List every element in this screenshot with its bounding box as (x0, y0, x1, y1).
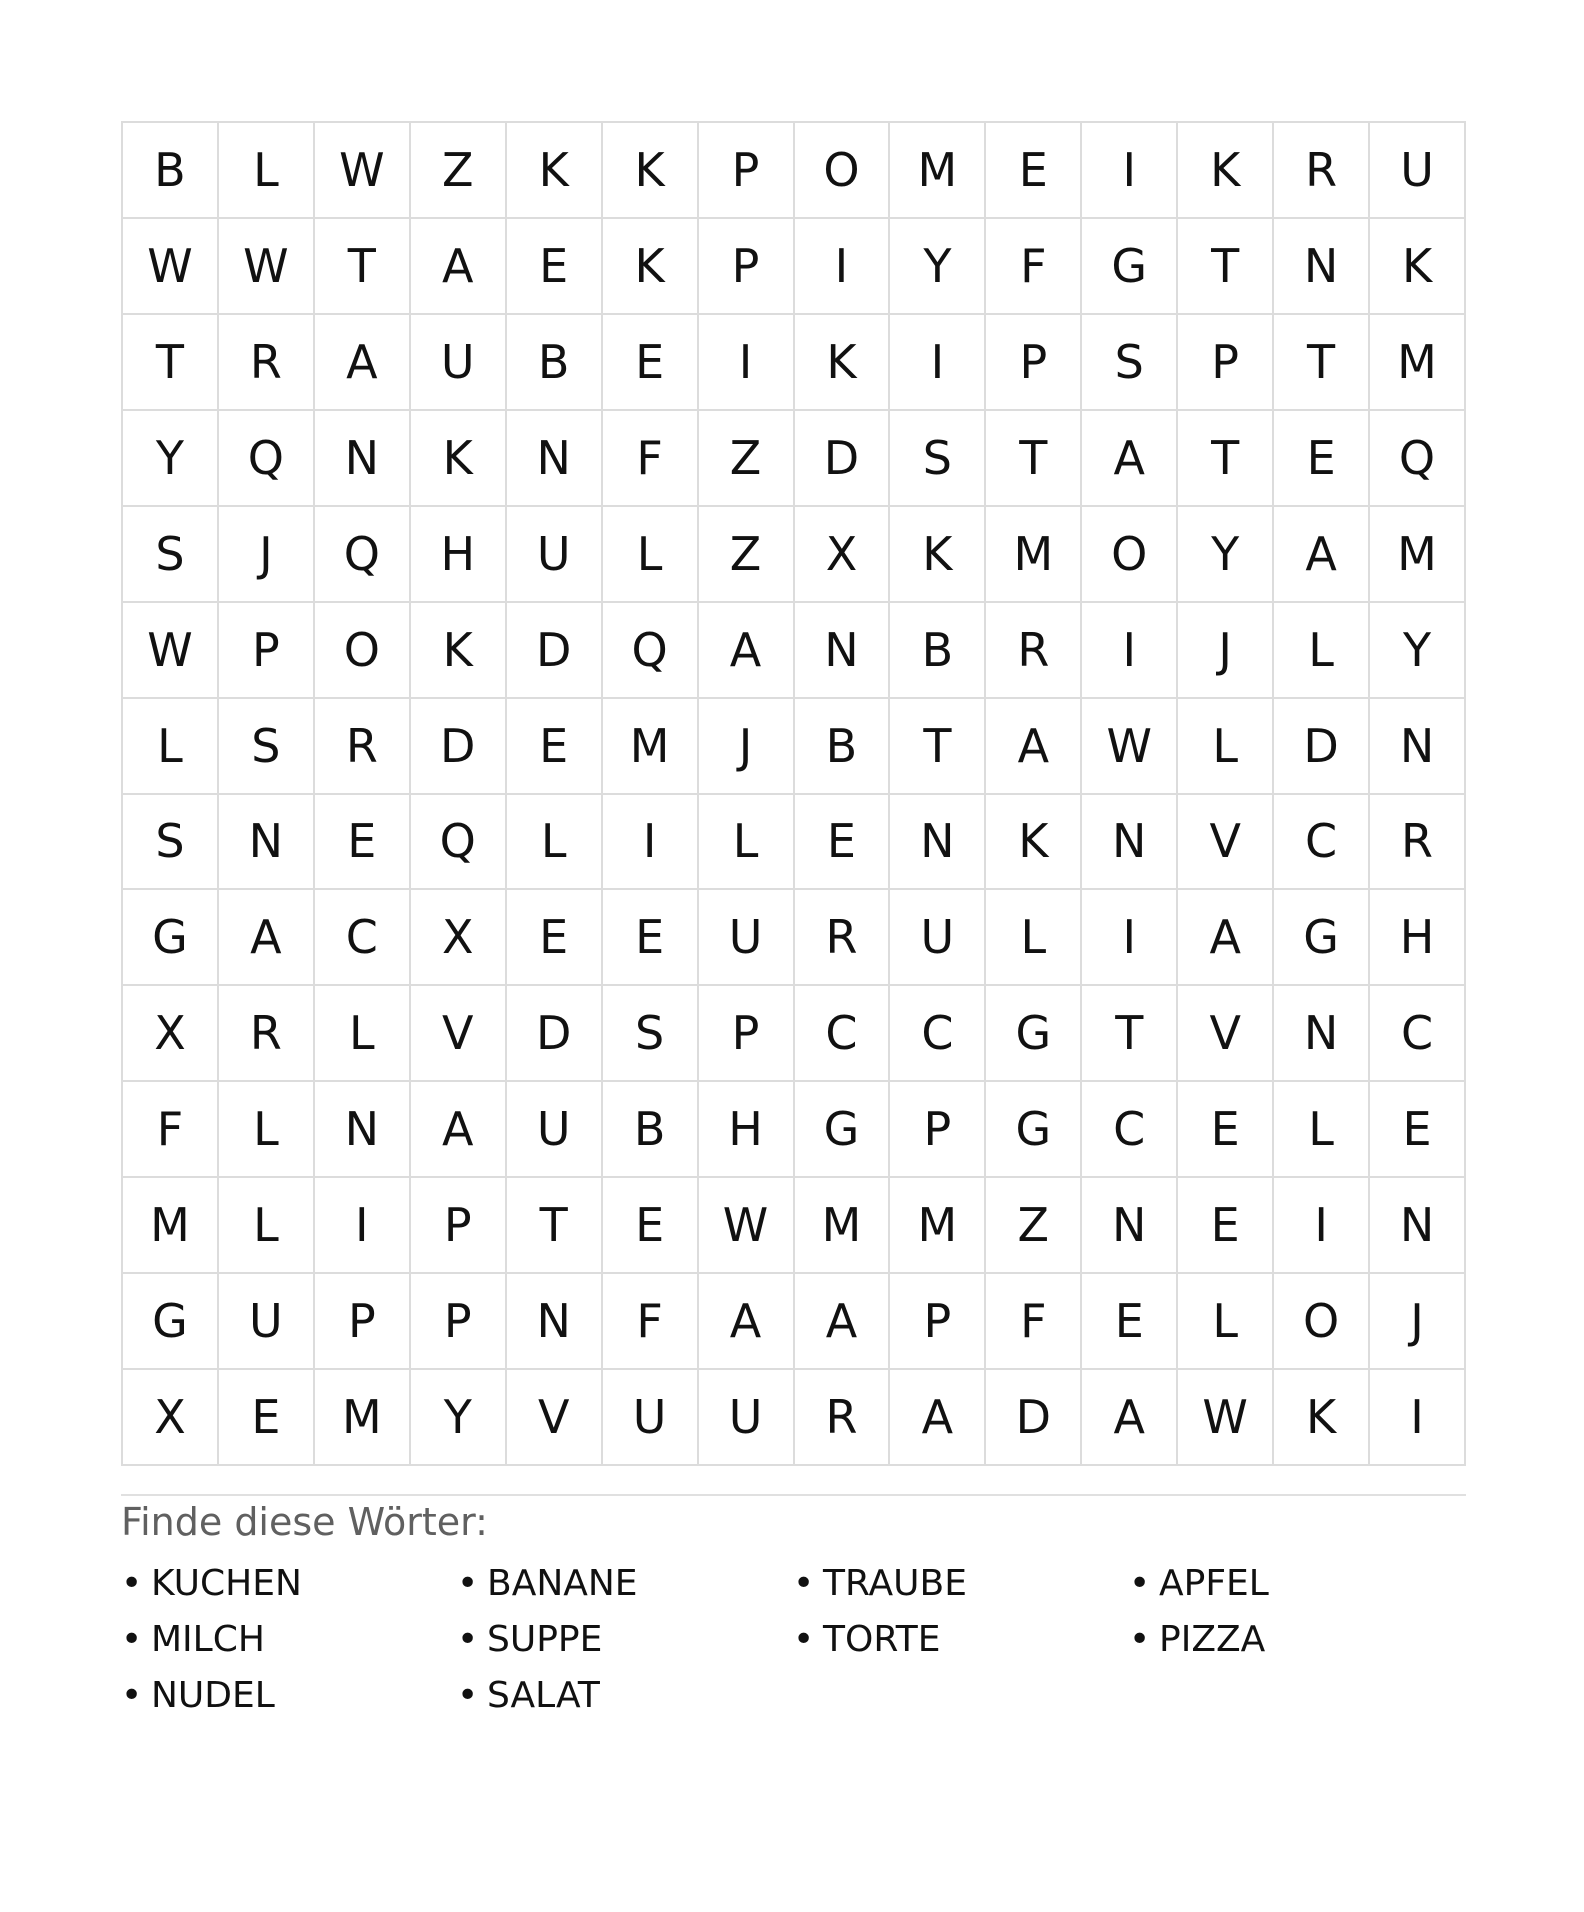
grid-cell[interactable]: W (123, 603, 219, 699)
grid-cell[interactable]: K (890, 507, 986, 603)
grid-cell[interactable]: E (986, 123, 1082, 219)
word-item: • NUDEL (121, 1668, 457, 1724)
grid-cell[interactable]: W (699, 1178, 795, 1274)
grid-cell[interactable]: H (699, 1082, 795, 1178)
grid-cell[interactable]: B (123, 123, 219, 219)
grid-cell[interactable]: D (795, 411, 891, 507)
grid-cell[interactable]: R (986, 603, 1082, 699)
grid-cell[interactable]: S (1082, 315, 1178, 411)
grid-cell[interactable]: N (890, 795, 986, 891)
grid-cell[interactable]: M (123, 1178, 219, 1274)
grid-cell[interactable]: N (1274, 219, 1370, 315)
grid-cell[interactable]: Y (123, 411, 219, 507)
grid-cell[interactable]: E (603, 890, 699, 986)
grid-cell[interactable]: P (699, 219, 795, 315)
grid-cell[interactable]: W (219, 219, 315, 315)
grid-cell[interactable]: K (411, 603, 507, 699)
grid-cell[interactable]: K (411, 411, 507, 507)
grid-cell[interactable]: K (986, 795, 1082, 891)
grid-cell[interactable]: A (315, 315, 411, 411)
grid-cell[interactable]: P (890, 1274, 986, 1370)
grid-cell[interactable]: Y (1370, 603, 1466, 699)
grid-cell[interactable]: H (1370, 890, 1466, 986)
grid-cell[interactable]: Q (219, 411, 315, 507)
grid-cell[interactable]: N (1370, 699, 1466, 795)
grid-cell[interactable]: A (1082, 1370, 1178, 1466)
grid-cell[interactable]: A (1274, 507, 1370, 603)
grid-cell[interactable]: G (123, 1274, 219, 1370)
grid-cell[interactable]: I (890, 315, 986, 411)
letter-grid (121, 121, 1466, 1466)
grid-cell[interactable]: A (699, 1274, 795, 1370)
grid-cell[interactable]: C (1274, 795, 1370, 891)
grid-cell[interactable]: B (795, 699, 891, 795)
grid-cell[interactable]: R (1274, 123, 1370, 219)
grid-cell[interactable]: C (1370, 986, 1466, 1082)
grid-cell[interactable]: D (507, 603, 603, 699)
grid-cell[interactable]: B (507, 315, 603, 411)
grid-cell[interactable]: E (507, 890, 603, 986)
grid-cell[interactable]: L (123, 699, 219, 795)
grid-cell[interactable]: L (219, 1178, 315, 1274)
grid-cell[interactable]: P (315, 1274, 411, 1370)
grid-cell[interactable]: A (411, 1082, 507, 1178)
grid-cell[interactable]: H (411, 507, 507, 603)
grid-cell[interactable]: O (315, 603, 411, 699)
grid-cell[interactable]: Q (1370, 411, 1466, 507)
grid-cell[interactable]: L (219, 1082, 315, 1178)
grid-cell[interactable]: L (699, 795, 795, 891)
grid-cell[interactable]: T (1082, 986, 1178, 1082)
word-item: • KUCHEN (121, 1556, 457, 1612)
grid-cell[interactable]: F (123, 1082, 219, 1178)
grid-cell[interactable]: F (603, 411, 699, 507)
grid-cell[interactable]: Z (411, 123, 507, 219)
grid-cell[interactable]: I (315, 1178, 411, 1274)
word-item: • TORTE (793, 1612, 1129, 1668)
word-item: • MILCH (121, 1612, 457, 1668)
grid-cell[interactable]: W (315, 123, 411, 219)
grid-cell[interactable]: J (1370, 1274, 1466, 1370)
grid-cell[interactable]: M (795, 1178, 891, 1274)
grid-cell[interactable]: L (1178, 699, 1274, 795)
grid-cell[interactable]: F (986, 219, 1082, 315)
grid-cell[interactable]: I (1082, 890, 1178, 986)
grid-cell[interactable]: P (890, 1082, 986, 1178)
grid-cell[interactable]: T (1178, 219, 1274, 315)
word-item: • APFEL (1129, 1556, 1465, 1612)
grid-cell[interactable]: G (986, 1082, 1082, 1178)
grid-cell[interactable]: U (890, 890, 986, 986)
grid-cell[interactable]: A (795, 1274, 891, 1370)
grid-cell[interactable]: C (315, 890, 411, 986)
grid-cell[interactable]: N (507, 1274, 603, 1370)
grid-cell[interactable]: D (507, 986, 603, 1082)
grid-cell[interactable]: A (219, 890, 315, 986)
grid-cell[interactable]: N (219, 795, 315, 891)
divider (121, 1494, 1466, 1496)
grid-cell[interactable]: Q (603, 603, 699, 699)
grid-cell[interactable]: E (603, 1178, 699, 1274)
grid-cell[interactable]: L (219, 123, 315, 219)
grid-cell[interactable]: N (1082, 1178, 1178, 1274)
grid-cell[interactable]: E (1178, 1082, 1274, 1178)
grid-cell[interactable]: I (1082, 123, 1178, 219)
grid-cell[interactable]: S (219, 699, 315, 795)
grid-cell[interactable]: F (986, 1274, 1082, 1370)
grid-cell[interactable]: Z (986, 1178, 1082, 1274)
grid-cell[interactable]: O (795, 123, 891, 219)
grid-cell[interactable]: R (1370, 795, 1466, 891)
grid-cell[interactable]: U (219, 1274, 315, 1370)
grid-cell[interactable]: I (699, 315, 795, 411)
grid-cell[interactable]: J (219, 507, 315, 603)
grid-cell[interactable]: T (507, 1178, 603, 1274)
grid-cell[interactable]: X (123, 986, 219, 1082)
grid-cell[interactable]: O (1082, 507, 1178, 603)
grid-cell[interactable]: G (986, 986, 1082, 1082)
grid-cell[interactable]: P (986, 315, 1082, 411)
grid-cell[interactable]: A (890, 1370, 986, 1466)
grid-cell[interactable]: A (986, 699, 1082, 795)
grid-cell[interactable]: Z (699, 507, 795, 603)
grid-cell[interactable]: U (1370, 123, 1466, 219)
word-item: • SUPPE (457, 1612, 793, 1668)
grid-cell[interactable]: C (1082, 1082, 1178, 1178)
grid-cell[interactable]: P (699, 986, 795, 1082)
grid-cell[interactable]: E (603, 315, 699, 411)
grid-cell[interactable]: I (1082, 603, 1178, 699)
grid-cell[interactable]: N (315, 411, 411, 507)
grid-cell[interactable]: F (603, 1274, 699, 1370)
word-item: • SALAT (457, 1668, 793, 1724)
grid-cell[interactable]: R (795, 1370, 891, 1466)
grid-cell[interactable]: R (795, 890, 891, 986)
grid-cell[interactable]: X (795, 507, 891, 603)
grid-cell[interactable]: V (411, 986, 507, 1082)
grid-cell[interactable]: K (1274, 1370, 1370, 1466)
word-list-heading: Finde diese Wörter: (121, 1500, 488, 1544)
grid-cell[interactable]: J (699, 699, 795, 795)
grid-cell[interactable]: K (507, 123, 603, 219)
grid-cell[interactable]: E (315, 795, 411, 891)
grid-cell[interactable]: R (315, 699, 411, 795)
grid-cell[interactable]: M (1370, 315, 1466, 411)
grid-cell[interactable]: E (1082, 1274, 1178, 1370)
grid-cell[interactable]: T (1274, 315, 1370, 411)
grid-cell[interactable]: D (986, 1370, 1082, 1466)
grid-cell[interactable]: T (890, 699, 986, 795)
word-item: • BANANE (457, 1556, 793, 1612)
grid-cell[interactable]: L (1274, 603, 1370, 699)
grid-cell[interactable]: I (603, 795, 699, 891)
grid-cell[interactable]: N (1274, 986, 1370, 1082)
grid-cell[interactable]: I (1370, 1370, 1466, 1466)
grid-cell[interactable]: M (890, 1178, 986, 1274)
grid-cell[interactable]: I (795, 219, 891, 315)
grid-cell[interactable]: M (986, 507, 1082, 603)
grid-cell[interactable]: K (795, 315, 891, 411)
grid-cell[interactable]: G (123, 890, 219, 986)
word-item: • TRAUBE (793, 1556, 1129, 1612)
grid-cell[interactable]: T (123, 315, 219, 411)
grid-cell[interactable]: A (699, 603, 795, 699)
grid-cell[interactable]: O (1274, 1274, 1370, 1370)
grid-cell[interactable]: Q (315, 507, 411, 603)
grid-cell[interactable]: L (507, 795, 603, 891)
grid-cell[interactable]: M (890, 123, 986, 219)
grid-cell[interactable]: E (1274, 411, 1370, 507)
grid-cell[interactable]: P (699, 123, 795, 219)
grid-cell[interactable]: I (1274, 1178, 1370, 1274)
grid-cell[interactable]: N (1370, 1178, 1466, 1274)
grid-cell[interactable]: B (890, 603, 986, 699)
grid-cell[interactable]: X (411, 890, 507, 986)
word-item: • PIZZA (1129, 1612, 1465, 1668)
grid-cell[interactable]: G (1082, 219, 1178, 315)
grid-cell[interactable]: T (315, 219, 411, 315)
grid-cell[interactable]: K (603, 219, 699, 315)
grid-cell[interactable]: L (986, 890, 1082, 986)
grid-cell[interactable]: Y (1178, 507, 1274, 603)
grid-cell[interactable]: W (1178, 1370, 1274, 1466)
grid-cell[interactable]: K (1178, 123, 1274, 219)
grid-cell[interactable]: N (507, 411, 603, 507)
grid-cell[interactable]: V (1178, 795, 1274, 891)
grid-cell[interactable]: R (219, 315, 315, 411)
grid-cell[interactable]: Y (890, 219, 986, 315)
grid-cell[interactable]: E (1370, 1082, 1466, 1178)
grid-cell[interactable]: B (603, 1082, 699, 1178)
grid-cell[interactable]: K (1370, 219, 1466, 315)
grid-cell[interactable]: S (123, 795, 219, 891)
grid-cell[interactable]: M (1370, 507, 1466, 603)
grid-cell[interactable]: E (507, 699, 603, 795)
grid-cell[interactable]: L (603, 507, 699, 603)
grid-cell[interactable]: S (890, 411, 986, 507)
grid-cell[interactable]: E (795, 795, 891, 891)
grid-cell[interactable]: U (699, 1370, 795, 1466)
grid-cell[interactable]: G (1274, 890, 1370, 986)
grid-cell[interactable]: J (1178, 603, 1274, 699)
grid-cell[interactable]: N (795, 603, 891, 699)
grid-cell[interactable]: W (1082, 699, 1178, 795)
grid-cell[interactable]: D (1274, 699, 1370, 795)
grid-cell[interactable]: E (219, 1370, 315, 1466)
grid-cell[interactable]: D (411, 699, 507, 795)
grid-cell[interactable]: U (507, 1082, 603, 1178)
grid-cell[interactable]: U (699, 890, 795, 986)
grid-cell[interactable]: E (507, 219, 603, 315)
grid-cell[interactable]: A (1082, 411, 1178, 507)
grid-cell[interactable]: C (890, 986, 986, 1082)
grid-cell[interactable]: X (123, 1370, 219, 1466)
grid-cell[interactable]: U (507, 507, 603, 603)
grid-cell[interactable]: P (411, 1178, 507, 1274)
grid-cell[interactable]: L (1274, 1082, 1370, 1178)
grid-cell[interactable]: L (1178, 1274, 1274, 1370)
grid-cell[interactable]: T (1178, 411, 1274, 507)
grid-cell[interactable]: U (411, 315, 507, 411)
grid-cell[interactable]: P (1178, 315, 1274, 411)
grid-cell[interactable]: N (315, 1082, 411, 1178)
grid-cell[interactable]: Q (411, 795, 507, 891)
grid-cell[interactable]: P (219, 603, 315, 699)
grid-cell[interactable]: L (315, 986, 411, 1082)
grid-cell[interactable]: T (986, 411, 1082, 507)
grid-cell[interactable]: Z (699, 411, 795, 507)
grid-cell[interactable]: V (1178, 986, 1274, 1082)
grid-cell[interactable]: M (315, 1370, 411, 1466)
grid-cell[interactable]: G (795, 1082, 891, 1178)
grid-cell[interactable]: C (795, 986, 891, 1082)
grid-cell[interactable]: A (411, 219, 507, 315)
grid-cell[interactable]: N (1082, 795, 1178, 891)
grid-cell[interactable]: Y (411, 1370, 507, 1466)
grid-cell[interactable]: V (507, 1370, 603, 1466)
grid-cell[interactable]: U (603, 1370, 699, 1466)
grid-cell[interactable]: M (603, 699, 699, 795)
grid-cell[interactable]: K (603, 123, 699, 219)
word-list (121, 1556, 1466, 1724)
grid-cell[interactable]: R (219, 986, 315, 1082)
grid-cell[interactable]: S (603, 986, 699, 1082)
grid-cell[interactable]: E (1178, 1178, 1274, 1274)
grid-cell[interactable]: W (123, 219, 219, 315)
grid-cell[interactable]: P (411, 1274, 507, 1370)
grid-cell[interactable]: S (123, 507, 219, 603)
grid-cell[interactable]: A (1178, 890, 1274, 986)
